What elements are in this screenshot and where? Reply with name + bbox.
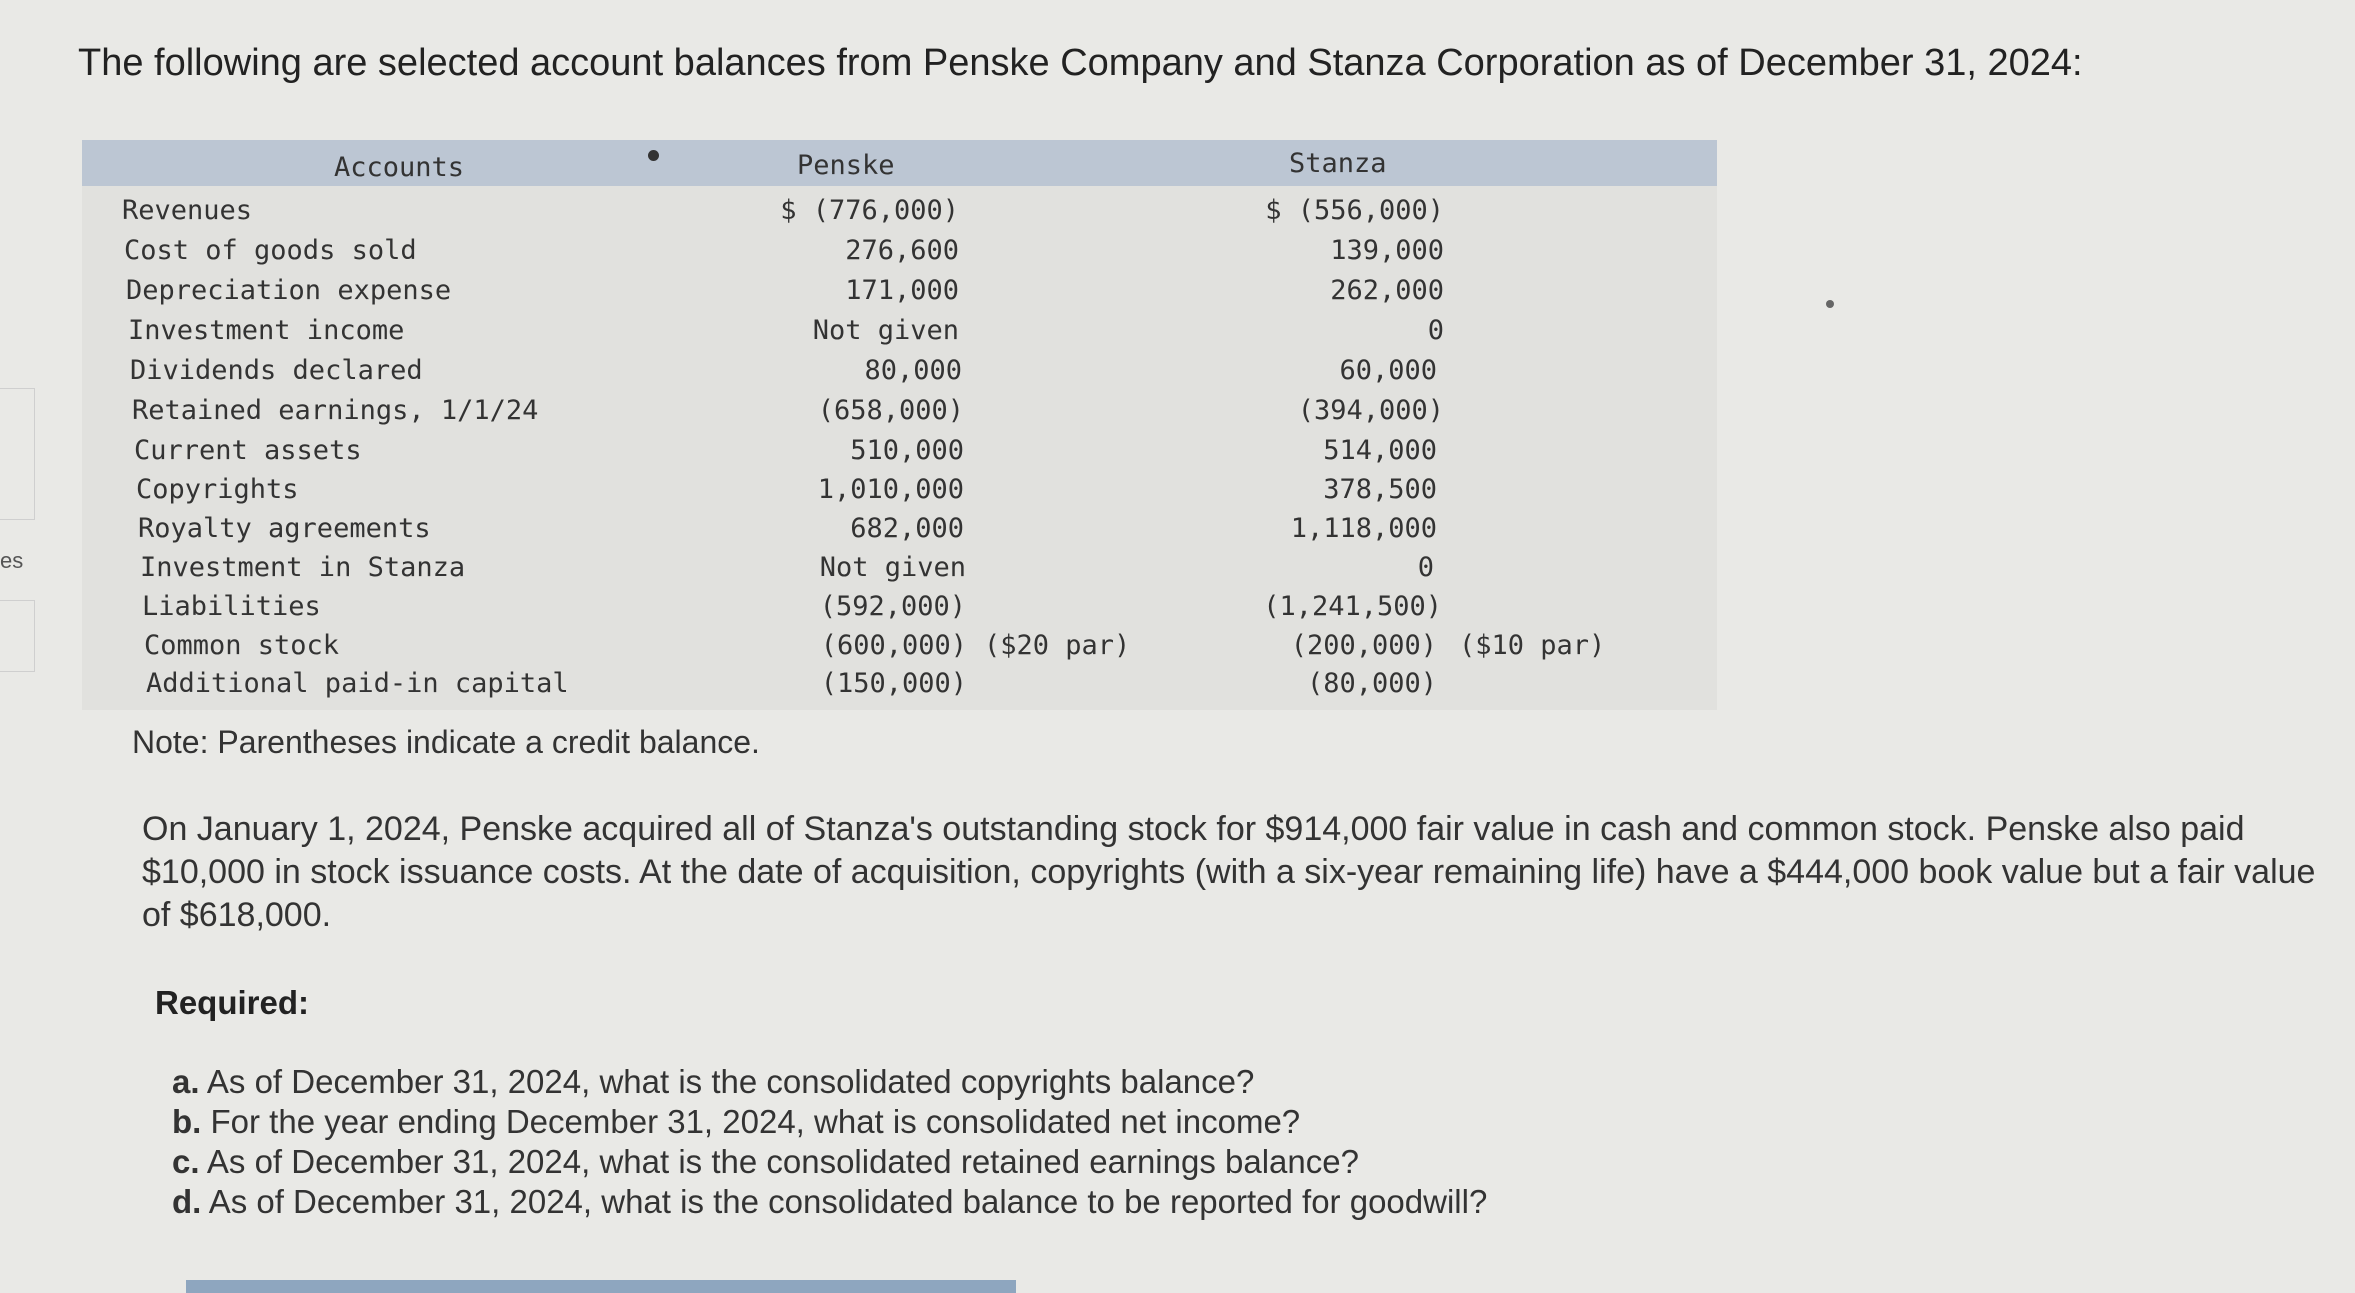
table-row <box>82 474 1717 512</box>
acquisition-paragraph: On January 1, 2024, Penske acquired all of Stanza's outstanding stock for $914,000 fair value in cash and common stock. Penske also paid $10,000 in stock issuance costs. At the date of acquisition, copyrights (with a six-year remaining life) have a $444,000 book value but a fair value of $618,000. <box>142 810 2316 934</box>
account-name: Additional paid-in capital <box>146 668 569 699</box>
question-item <box>172 1062 1487 1102</box>
account-name: Dividends declared <box>130 355 423 386</box>
account-name: Retained earnings, 1/1/24 <box>132 395 539 426</box>
header-accounts: Accounts <box>334 152 465 183</box>
stanza-value: (80,000) <box>1306 668 1437 699</box>
table-row <box>82 552 1717 590</box>
question-text: As of December 31, 2024, what is the consolidated balance to be reported for goodwill? <box>208 1183 1488 1220</box>
penske-par-note: ($20 par) <box>984 630 1131 661</box>
side-label: es <box>0 548 24 573</box>
question-letter: b. <box>172 1103 202 1140</box>
account-name: Investment income <box>128 315 405 346</box>
account-name: Royalty agreements <box>138 513 431 544</box>
account-name: Current assets <box>134 435 362 466</box>
account-name: Copyrights <box>136 474 299 505</box>
account-balances-table <box>82 140 1717 710</box>
table-row <box>82 395 1717 433</box>
penske-value: $ (776,000) <box>780 195 959 226</box>
penske-value: 171,000 <box>845 275 959 306</box>
table-row <box>82 195 1717 233</box>
stanza-value: 378,500 <box>1323 474 1437 505</box>
account-name: Depreciation expense <box>126 275 452 306</box>
side-panel-frame <box>0 388 35 520</box>
stanza-value: 1,118,000 <box>1290 513 1437 544</box>
penske-value: (658,000) <box>817 395 964 426</box>
table-row <box>82 315 1717 353</box>
question-letter: c. <box>172 1143 200 1180</box>
stanza-value: (1,241,500) <box>1263 591 1442 622</box>
penske-value: Not given <box>819 552 966 583</box>
table-row <box>82 235 1717 273</box>
account-name: Liabilities <box>142 591 321 622</box>
penske-value: 80,000 <box>864 355 962 386</box>
answer-tab-bar[interactable] <box>186 1280 1016 1293</box>
side-panel-frame-lower <box>0 600 35 672</box>
credit-balance-note: Note: Parentheses indicate a credit balance. <box>132 724 760 760</box>
penske-value: (600,000) <box>820 630 967 661</box>
intro-text: The following are selected account balances from Penske Company and Stanza Corporation as of December 31, 2024: <box>78 42 2083 84</box>
table-row <box>82 275 1717 313</box>
penske-value: 510,000 <box>850 435 964 466</box>
question-letter: d. <box>172 1183 202 1220</box>
question-text: For the year ending December 31, 2024, what is consolidated net income? <box>210 1103 1301 1140</box>
penske-value: (150,000) <box>820 668 967 699</box>
account-name: Investment in Stanza <box>140 552 466 583</box>
question-item <box>172 1142 1487 1182</box>
stanza-value: 60,000 <box>1339 355 1437 386</box>
stanza-value: 0 <box>1427 315 1444 346</box>
account-name: Revenues <box>122 195 253 226</box>
table-row <box>82 513 1717 551</box>
question-item <box>172 1102 1487 1142</box>
penske-value: (592,000) <box>819 591 966 622</box>
stanza-value: 0 <box>1417 552 1434 583</box>
question-letter: a. <box>172 1063 200 1100</box>
table-row <box>82 591 1717 629</box>
stanza-value: 262,000 <box>1330 275 1444 306</box>
penske-value: 682,000 <box>850 513 964 544</box>
question-list <box>172 1062 1487 1222</box>
table-row <box>82 630 1717 668</box>
question-item <box>172 1182 1487 1222</box>
table-row <box>82 435 1717 473</box>
required-heading: Required: <box>155 984 310 1021</box>
question-text: As of December 31, 2024, what is the consolidated copyrights balance? <box>206 1063 1255 1100</box>
stanza-value: 139,000 <box>1330 235 1444 266</box>
stanza-value: (200,000) <box>1290 630 1437 661</box>
table-header <box>82 140 1717 186</box>
account-name: Common stock <box>144 630 340 661</box>
stanza-value: (394,000) <box>1297 395 1444 426</box>
header-stanza: Stanza <box>1289 148 1387 179</box>
question-text: As of December 31, 2024, what is the consolidated retained earnings balance? <box>206 1143 1359 1180</box>
header-penske: Penske <box>797 150 895 181</box>
penske-value: 276,600 <box>845 235 959 266</box>
stanza-value: 514,000 <box>1323 435 1437 466</box>
header-dot <box>648 150 659 161</box>
stanza-par-note: ($10 par) <box>1459 630 1606 661</box>
account-name: Cost of goods sold <box>124 235 417 266</box>
decorative-dot <box>1826 300 1834 308</box>
penske-value: 1,010,000 <box>817 474 964 505</box>
penske-value: Not given <box>812 315 959 346</box>
table-row <box>82 668 1717 706</box>
stanza-value: $ (556,000) <box>1265 195 1444 226</box>
table-row <box>82 355 1717 393</box>
